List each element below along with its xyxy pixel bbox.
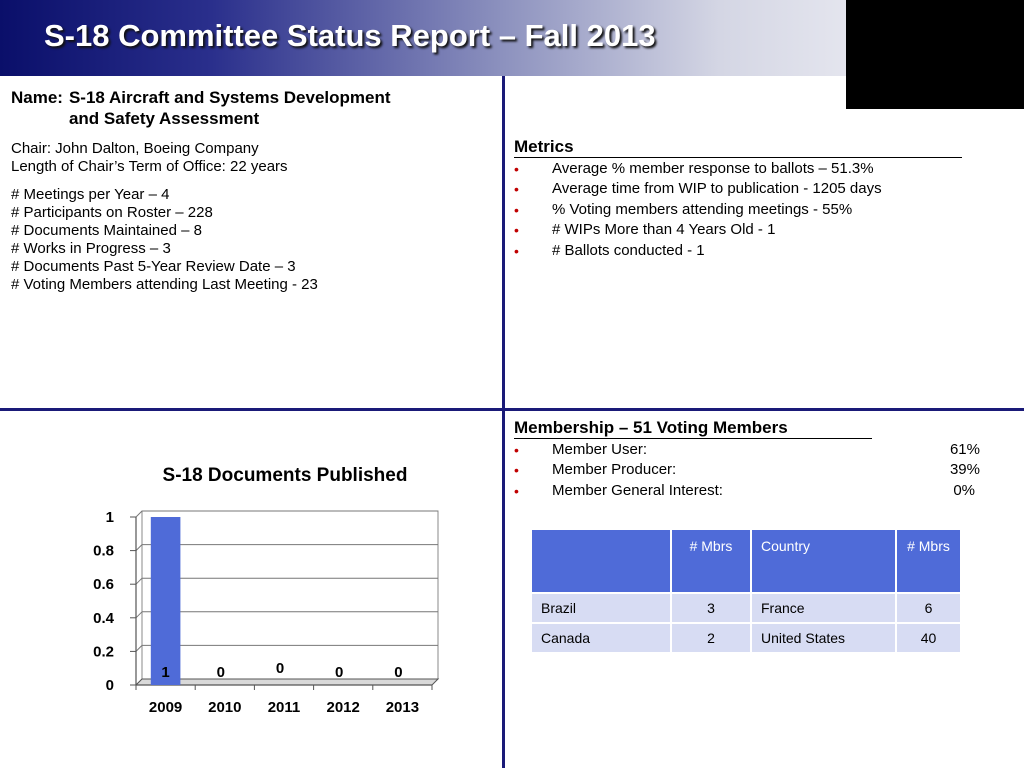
y-tick-label: 0.8 (93, 542, 114, 560)
membership-value: 61% (949, 440, 980, 458)
x-tick-label: 2009 (148, 699, 183, 716)
country-table (530, 528, 962, 654)
membership-list (514, 440, 980, 502)
x-tick-label: 2013 (385, 699, 420, 716)
membership-section (514, 418, 980, 501)
y-tick-label: 0 (105, 677, 114, 694)
x-tick-label: 2010 (208, 699, 242, 716)
table-cell: Canada (531, 623, 671, 653)
stat-item: # Participants on Roster – 228 (11, 204, 213, 221)
stat-item: # Voting Members attending Last Meeting - 23 (11, 276, 318, 293)
table-cell: 2 (671, 623, 751, 653)
chart-title: S-18 Documents Published (162, 465, 408, 486)
membership-label: Member User: (552, 440, 648, 458)
metric-item: • # WIPs More than 4 Years Old - 1 (514, 220, 974, 241)
membership-item (514, 481, 980, 502)
metric-item: • # Ballots conducted - 1 (514, 241, 974, 262)
stat-item: # Documents Past 5-Year Review Date – 3 (11, 258, 296, 275)
x-tick-label: 2011 (267, 699, 301, 716)
metrics-section (514, 137, 974, 261)
data-label: 0 (275, 660, 285, 677)
membership-label: Member General Interest: (552, 481, 723, 499)
x-tick-label: 2012 (326, 699, 360, 716)
gridline-depth (136, 578, 142, 584)
name-value: S-18 Aircraft and Systems Development and Safety Assessment (68, 88, 391, 128)
stats-list (11, 186, 496, 294)
chart-svg (80, 455, 480, 725)
membership-value: 39% (949, 461, 980, 478)
column-header: # Mbrs (671, 529, 751, 593)
gridline-depth (136, 645, 142, 651)
chart-back-wall (142, 511, 438, 679)
bar (151, 517, 181, 685)
metrics-title: Metrics (514, 137, 962, 158)
table-cell: France (751, 593, 896, 623)
table-cell: United States (751, 623, 896, 653)
stat-item: # Meetings per Year – 4 (11, 186, 170, 203)
stat-item: # Works in Progress – 3 (11, 240, 171, 257)
column-header (531, 529, 671, 593)
stat-item: # Documents Maintained – 8 (11, 222, 202, 239)
membership-item (514, 440, 980, 461)
y-tick-label: 0.2 (93, 643, 114, 661)
name-label: Name: (11, 88, 63, 107)
chair-text: Chair: John Dalton, Boeing Company (11, 140, 259, 157)
membership-title: Membership – 51 Voting Members (514, 418, 872, 439)
metric-item: • Average time from WIP to publication - 1205 days (514, 179, 974, 200)
y-tick-label: 0.6 (93, 576, 114, 594)
table-cell: 40 (896, 623, 961, 653)
gridline-depth (136, 545, 142, 551)
horizontal-divider (0, 408, 1024, 411)
page-title: S-18 Committee Status Report – Fall 2013 (44, 18, 656, 53)
table-cell: 6 (896, 593, 961, 623)
metrics-list (514, 159, 974, 262)
membership-value: 0% (953, 481, 975, 499)
chair-block (11, 140, 496, 176)
metric-item: • Average % member response to ballots – 51.3% (514, 159, 974, 180)
column-header: Country (751, 529, 896, 593)
y-tick-label: 1 (105, 509, 114, 526)
table-row (531, 623, 961, 653)
column-header: # Mbrs (896, 529, 961, 593)
corner-block (846, 0, 1024, 109)
gridline-depth (136, 511, 142, 517)
metric-item: • % Voting members attending meetings - 55% (514, 200, 974, 221)
table-row (531, 593, 961, 623)
vertical-divider (502, 76, 505, 768)
membership-label: Member Producer: (552, 461, 677, 478)
membership-item (514, 460, 980, 481)
data-label: 0 (394, 664, 403, 681)
table-cell: 3 (671, 593, 751, 623)
table-header-row (531, 529, 961, 593)
term-text: Length of Chair’s Term of Office: 22 years (11, 158, 288, 175)
chart-floor (136, 679, 438, 685)
documents-chart (80, 455, 480, 725)
data-label: 0 (335, 664, 344, 681)
gridline-depth (136, 612, 142, 618)
committee-name (11, 87, 496, 129)
committee-info (11, 87, 496, 294)
data-label: 1 (161, 664, 170, 681)
y-tick-label: 0.4 (93, 609, 114, 627)
header-banner (0, 0, 846, 76)
table-cell: Brazil (531, 593, 671, 623)
data-label: 0 (216, 664, 225, 681)
